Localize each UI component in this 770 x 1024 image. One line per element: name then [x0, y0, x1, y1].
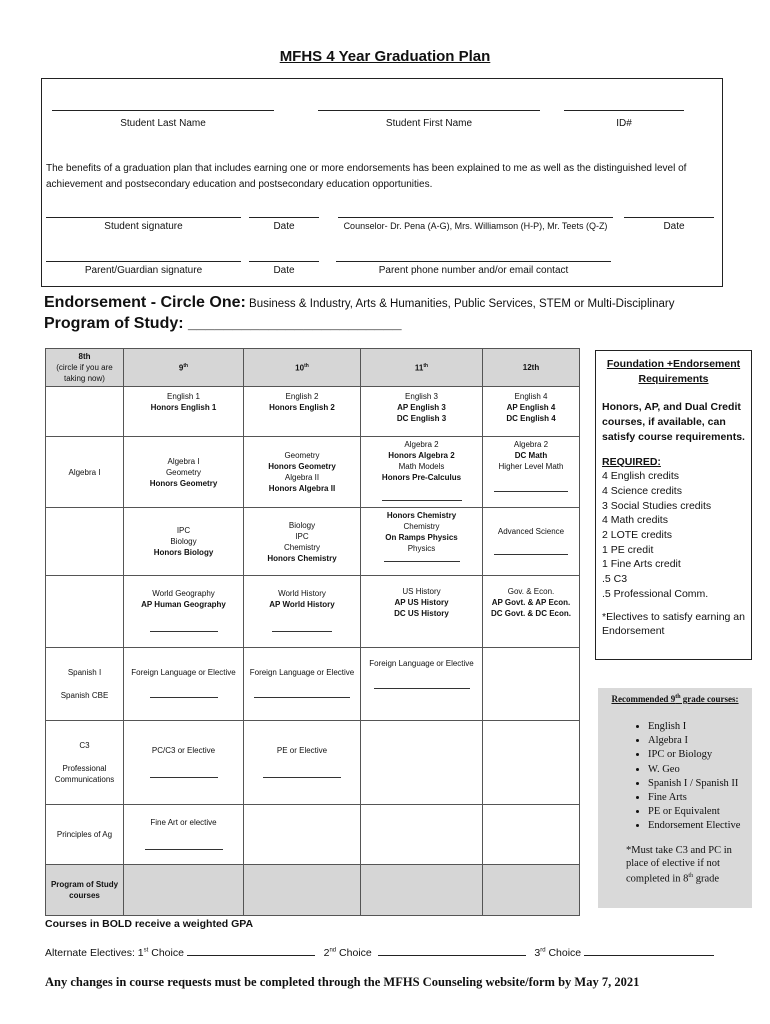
endorsement-label: Endorsement - Circle One:	[44, 294, 246, 311]
foundation-requirements-box	[595, 350, 752, 660]
cell-9th-social-studies[interactable]: World Geography AP Human Geography	[124, 576, 244, 648]
list-item: • Endorsement Elective	[648, 819, 748, 833]
cell-11th-foreign-language[interactable]: Foreign Language or Elective	[361, 648, 483, 721]
header-12th: 12th	[483, 349, 580, 387]
requirement-item: .5 C3	[602, 573, 628, 586]
endorsement-options[interactable]: Business & Industry, Arts & Humanities, Public Services, STEM or Multi-Disciplinary	[245, 298, 675, 310]
electives-note: *Electives to satisfy earning an Endorsement	[602, 610, 745, 638]
header-11th: 11th	[361, 349, 483, 387]
cell-12th-foreign-language[interactable]	[483, 648, 580, 721]
id-label: ID#	[616, 118, 632, 129]
cell-12th-program-of-study[interactable]	[483, 865, 580, 916]
student-signature-label: Student signature	[104, 221, 183, 232]
cell-10th-math[interactable]: Geometry Honors Geometry Algebra II Honors Algebra II	[244, 437, 361, 508]
last-name-label: Student Last Name	[120, 118, 206, 129]
table-row-program-of-study	[46, 865, 580, 916]
cell-9th-c3[interactable]: PC/C3 or Elective	[124, 721, 244, 805]
parent-signature-line[interactable]	[46, 261, 241, 262]
cell-8th-social-studies[interactable]	[46, 576, 124, 648]
cell-10th-foreign-language[interactable]: Foreign Language or Elective	[244, 648, 361, 721]
recommended-courses-box	[598, 688, 752, 908]
parent-date-line[interactable]	[249, 261, 319, 262]
cell-10th-social-studies[interactable]: World History AP World History	[244, 576, 361, 648]
cell-8th-science[interactable]	[46, 508, 124, 576]
honors-note: Honors, AP, and Dual Credit courses, if available, can satisfy course requirements.	[602, 401, 745, 443]
alt-choice-3-field[interactable]	[584, 946, 714, 956]
student-info-box	[41, 78, 723, 287]
first-name-label: Student First Name	[385, 118, 473, 129]
table-header-row	[46, 349, 580, 387]
recommended-list	[602, 720, 748, 834]
cell-8th-foreign-language[interactable]: Spanish I Spanish CBE	[46, 648, 124, 721]
acknowledgement-paragraph: The benefits of a graduation plan that includes earning one or more endorsements has been explained to me as well as the distinguished level of achievement and postsecondary education and postsecondary education opportunities.	[46, 163, 687, 190]
counselor-line[interactable]	[338, 217, 613, 218]
last-name-line[interactable]	[52, 110, 274, 111]
alt-choice-1-field[interactable]	[187, 946, 315, 956]
cell-10th-english[interactable]: English 2 Honors English 2	[244, 387, 361, 437]
list-item: • Spanish I / Spanish II	[648, 777, 748, 791]
requirement-item: 4 English credits	[602, 470, 680, 483]
alt-choice-2-field[interactable]	[378, 946, 526, 956]
cell-12th-elective[interactable]	[483, 805, 580, 865]
cell-11th-program-of-study[interactable]	[361, 865, 483, 916]
cell-9th-math[interactable]: Algebra I Geometry Honors Geometry	[124, 437, 244, 508]
cell-11th-english[interactable]: English 3 AP English 3 DC English 3	[361, 387, 483, 437]
list-item: • Algebra I	[648, 734, 748, 748]
requirement-item: 4 Math credits	[602, 514, 668, 527]
cell-10th-science[interactable]: Biology IPC Chemistry Honors Chemistry	[244, 508, 361, 576]
table-row-science	[46, 508, 580, 576]
student-signature-line[interactable]	[46, 217, 241, 218]
student-date-label: Date	[273, 221, 295, 232]
cell-11th-elective[interactable]	[361, 805, 483, 865]
required-label: REQUIRED:	[602, 455, 661, 468]
parent-contact-line[interactable]	[336, 261, 611, 262]
cell-10th-elective[interactable]	[244, 805, 361, 865]
cell-11th-social-studies[interactable]: US History AP US History DC US History	[361, 576, 483, 648]
cell-11th-science[interactable]: Honors Chemistry Chemistry On Ramps Physics Physics	[361, 508, 483, 576]
cell-12th-social-studies[interactable]: Gov. & Econ. AP Govt. & AP Econ. DC Govt. & DC Econ.	[483, 576, 580, 648]
parent-signature-label: Parent/Guardian signature	[84, 265, 203, 276]
list-item: • PE or Equivalent	[648, 805, 748, 819]
cell-8th-c3[interactable]: C3 Professional Communications	[46, 721, 124, 805]
requirement-item: 4 Science credits	[602, 484, 682, 497]
cell-9th-english[interactable]: English 1 Honors English 1	[124, 387, 244, 437]
counselor-date-line[interactable]	[624, 217, 714, 218]
endorsement-line	[44, 294, 674, 312]
list-item: • English I	[648, 720, 748, 734]
cell-12th-c3[interactable]	[483, 721, 580, 805]
cell-12th-math[interactable]: Algebra 2 DC Math Higher Level Math	[483, 437, 580, 508]
cell-8th-program-of-study: Program of Study courses	[46, 865, 124, 916]
requirement-item: 1 PE credit	[602, 543, 654, 556]
deadline-note: Any changes in course requests must be completed through the MFHS Counseling website/form by May 7, 2021	[45, 975, 640, 989]
first-name-line[interactable]	[318, 110, 540, 111]
cell-8th-elective[interactable]: Principles of Ag	[46, 805, 124, 865]
header-8th: 8th (circle if you are taking now)	[46, 349, 124, 387]
c3-pc-note: *Must take C3 and PC in place of elective if not completed in 8th grade	[626, 844, 732, 885]
alternate-electives: Alternate Electives: 1st Choice 2nd Choice 3rd Choice	[45, 946, 714, 959]
counselor-date-label: Date	[663, 221, 685, 232]
table-row-c3	[46, 721, 580, 805]
weighted-gpa-note: Courses in BOLD receive a weighted GPA	[45, 918, 254, 930]
parent-contact-label: Parent phone number and/or email contact	[378, 265, 569, 276]
list-item: • W. Geo	[648, 763, 748, 777]
table-row-social-studies	[46, 576, 580, 648]
cell-10th-program-of-study[interactable]	[244, 865, 361, 916]
cell-9th-elective[interactable]: Fine Art or elective	[124, 805, 244, 865]
program-of-study[interactable]: Program of Study: ________________________	[44, 315, 402, 332]
header-9th: 9th	[124, 349, 244, 387]
page-title: MFHS 4 Year Graduation Plan	[279, 48, 491, 65]
requirement-item: 1 Fine Arts credit	[602, 558, 681, 571]
recommended-heading: Recommended 9th grade courses:	[611, 694, 739, 704]
cell-11th-math[interactable]: Algebra 2 Honors Algebra 2 Math Models Honors Pre-Calculus	[361, 437, 483, 508]
cell-9th-foreign-language[interactable]: Foreign Language or Elective	[124, 648, 244, 721]
table-row-elective	[46, 805, 580, 865]
table-row-foreign-language	[46, 648, 580, 721]
student-date-line[interactable]	[249, 217, 319, 218]
cell-12th-science[interactable]: Advanced Science	[483, 508, 580, 576]
cell-9th-program-of-study[interactable]	[124, 865, 244, 916]
foundation-heading: Foundation +Endorsement Requirements	[606, 358, 741, 385]
requirement-item: .5 Professional Comm.	[602, 587, 709, 600]
cell-12th-english[interactable]: English 4 AP English 4 DC English 4	[483, 387, 580, 437]
requirement-item: 3 Social Studies credits	[602, 499, 712, 512]
cell-11th-c3[interactable]	[361, 721, 483, 805]
id-line[interactable]	[564, 110, 684, 111]
four-year-plan-table	[45, 348, 580, 916]
counselor-label: Counselor- Dr. Pena (A-G), Mrs. Williamson (H-P), Mr. Teets (Q-Z)	[343, 221, 608, 231]
cell-8th-english[interactable]	[46, 387, 124, 437]
cell-9th-science[interactable]: IPC Biology Honors Biology	[124, 508, 244, 576]
header-10th: 10th	[244, 349, 361, 387]
list-item: • Fine Arts	[648, 791, 748, 805]
requirement-item: 2 LOTE credits	[602, 529, 673, 542]
list-item: • IPC or Biology	[648, 748, 748, 762]
table-row-math	[46, 437, 580, 508]
table-row-english	[46, 387, 580, 437]
cell-8th-math[interactable]: Algebra I	[46, 437, 124, 508]
cell-10th-c3[interactable]: PE or Elective	[244, 721, 361, 805]
parent-date-label: Date	[273, 265, 295, 276]
